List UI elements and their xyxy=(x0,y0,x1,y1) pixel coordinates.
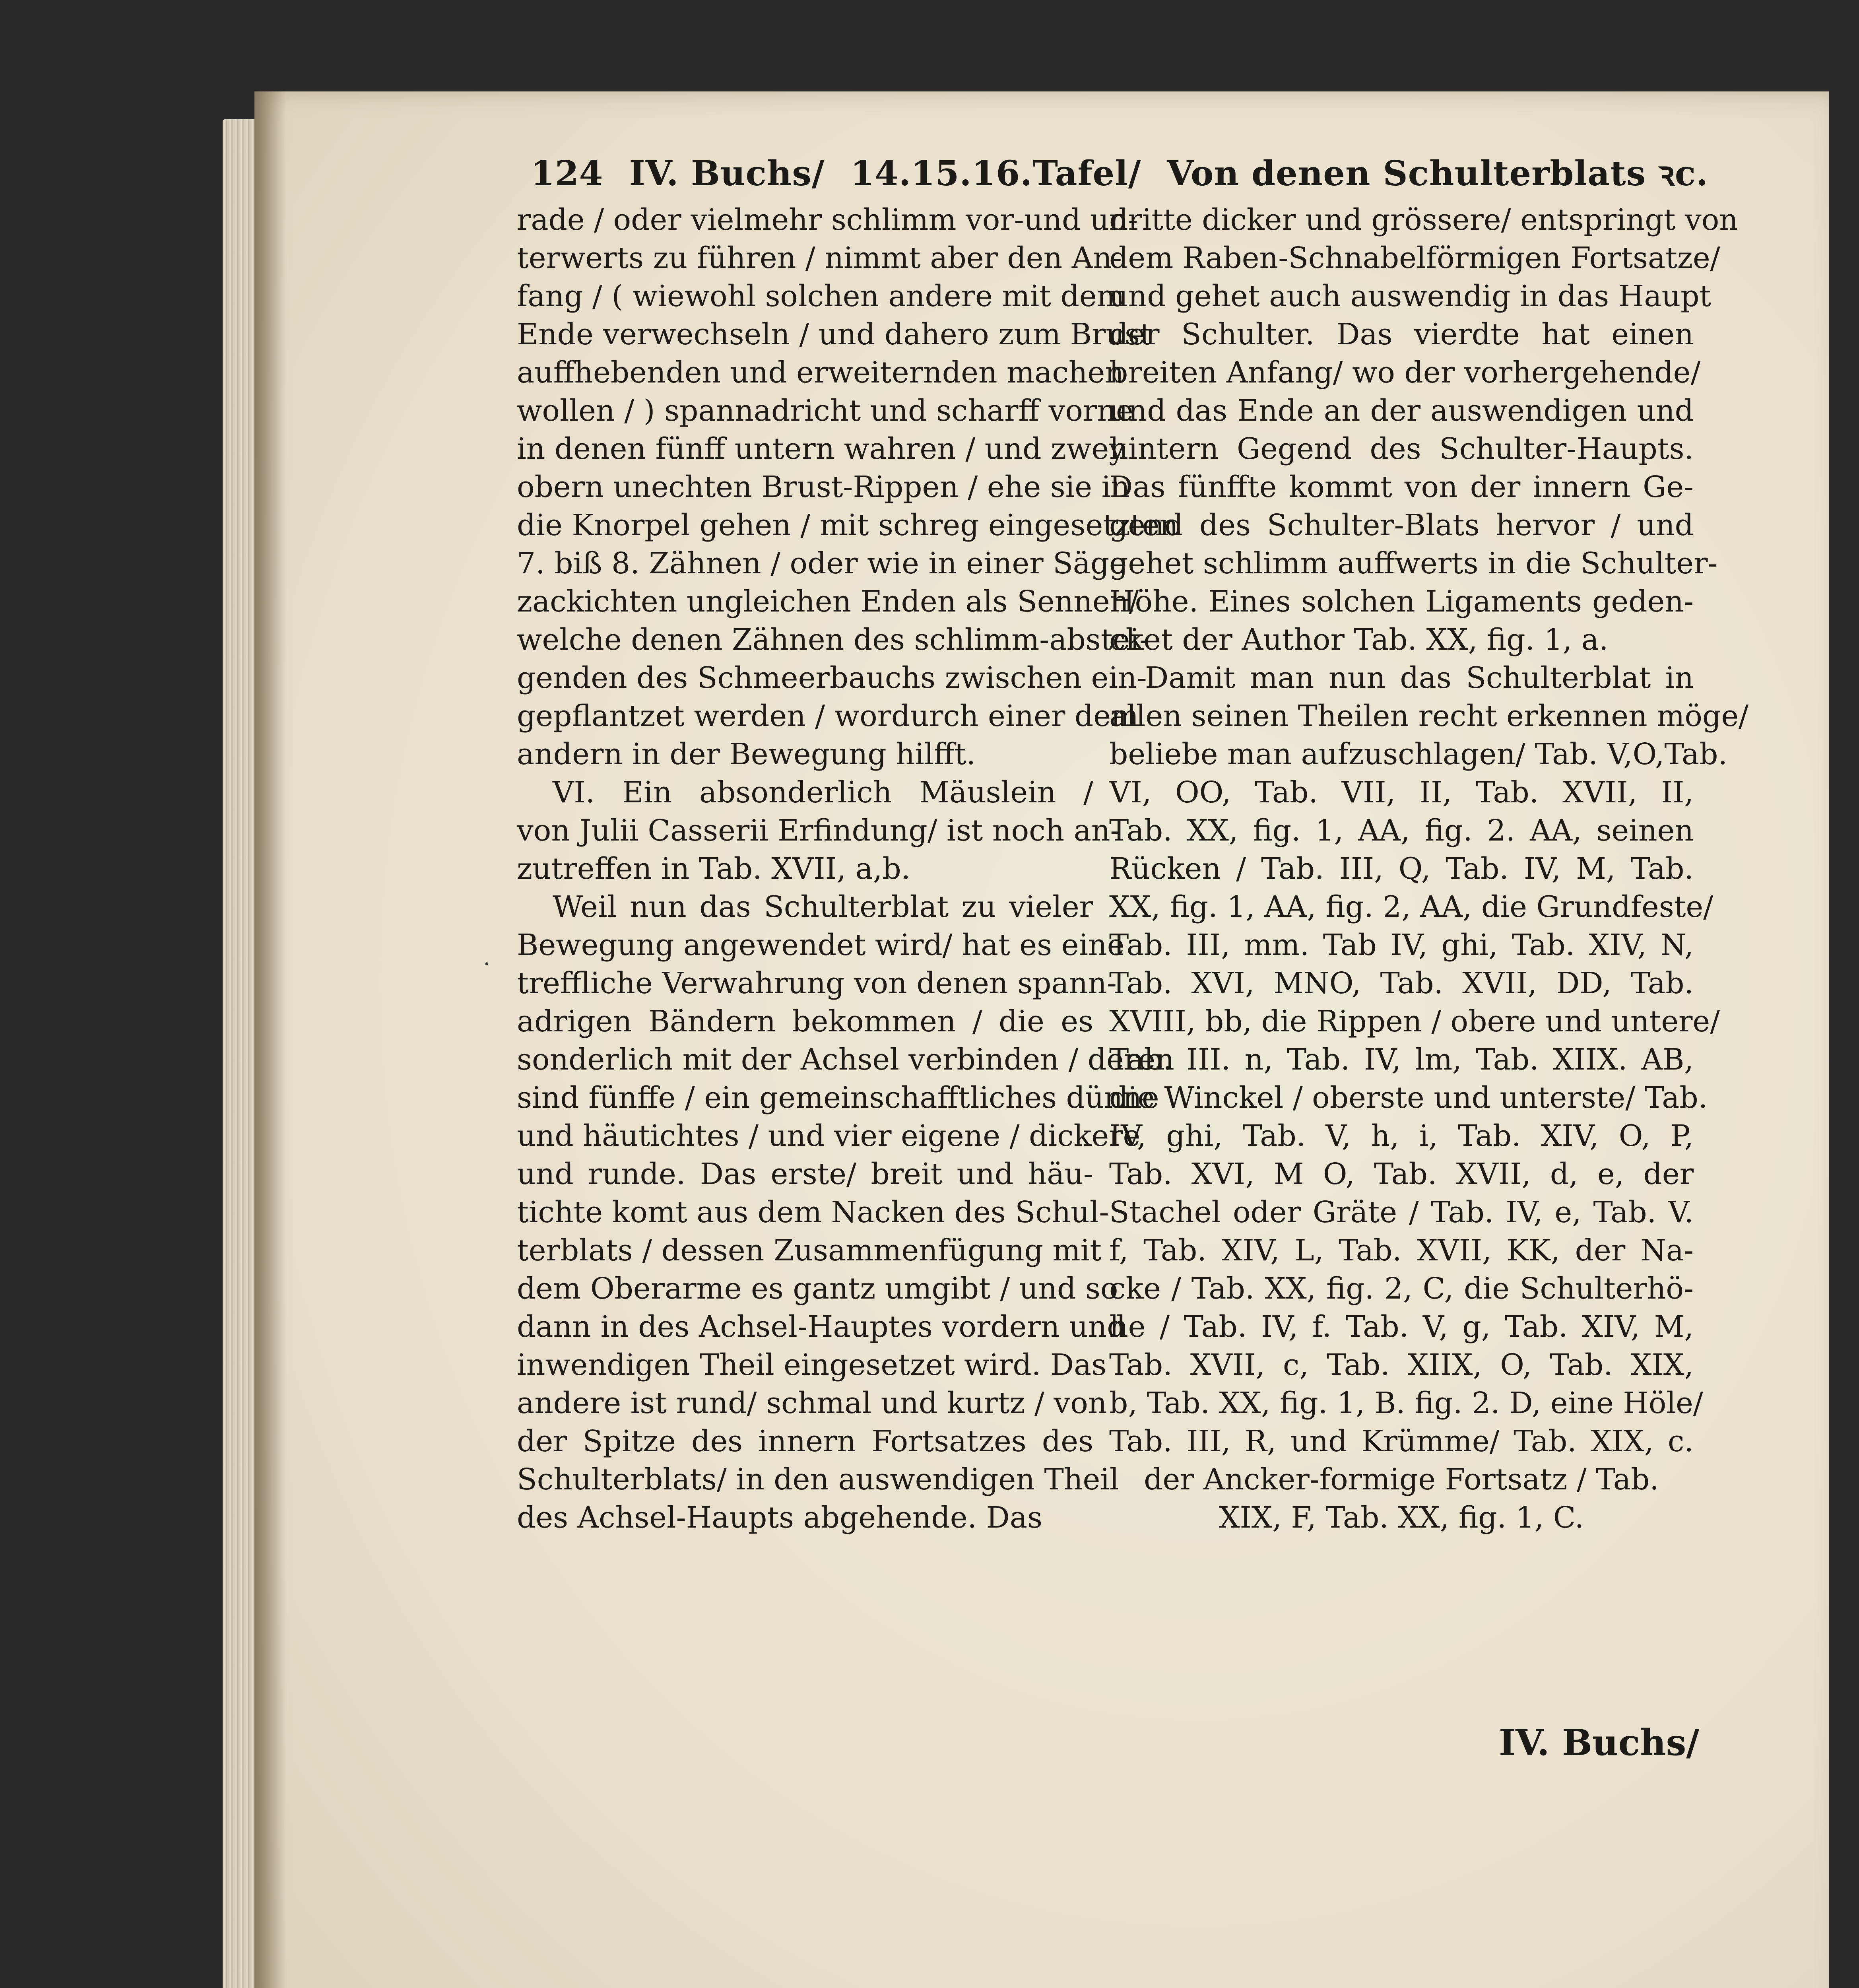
text-line: rade / oder vielmehr schlimm vor-und un- xyxy=(517,203,1138,237)
text-line: die Knorpel gehen / mit schreg eingesetzten xyxy=(517,508,1179,542)
text-line: welche denen Zähnen des schlimm-abstei- xyxy=(517,623,1149,657)
text-line: dritte dicker und grössere/ entspringt von xyxy=(1109,203,1738,237)
text-line: in denen fünff untern wahren / und zwey xyxy=(517,432,1125,466)
text-line: allen seinen Theilen recht erkennen möge/ xyxy=(1109,699,1749,733)
text-line: Stachel oder Gräte / Tab. IV, e, Tab. V. xyxy=(1109,1195,1694,1229)
text-line: inwendigen Theil eingesetzet wird. Das xyxy=(517,1348,1107,1382)
running-head xyxy=(531,149,1709,205)
text-line: und runde. Das erste/ breit und häu- xyxy=(517,1157,1093,1191)
text-line: und das Ende an der auswendigen und xyxy=(1109,394,1694,428)
text-line: breiten Anfang/ wo der vorhergehende/ xyxy=(1109,355,1701,390)
text-line: IV, ghi, Tab. V, h, i, Tab. XIV, O, P, xyxy=(1109,1119,1694,1153)
text-line: zutreffen in Tab. XVII, a,b. xyxy=(517,852,911,886)
right-text-column xyxy=(1109,201,1749,1537)
text-line: he / Tab. IV, f. Tab. V, g, Tab. XIV, M, xyxy=(1109,1310,1694,1344)
text-line: andere ist rund/ schmal und kurtz / von xyxy=(517,1386,1107,1420)
text-line: Rücken / Tab. III, Q, Tab. IV, M, Tab. xyxy=(1109,852,1694,886)
text-line: cke / Tab. XX, fig. 2, C, die Schulterhö- xyxy=(1109,1272,1694,1306)
text-line: gend des Schulter-Blats hervor / und xyxy=(1109,508,1694,542)
text-line: f, Tab. XIV, L, Tab. XVII, KK, der Na- xyxy=(1109,1233,1694,1268)
text-line: Höhe. Eines solchen Ligaments geden- xyxy=(1109,584,1694,619)
text-line: Das fünffte kommt von der innern Ge- xyxy=(1109,470,1694,504)
text-line: genden des Schmeerbauchs zwischen ein- xyxy=(517,661,1147,695)
text-line: obern unechten Brust-Rippen / ehe sie in xyxy=(517,470,1130,504)
text-line: gehet schlimm auffwerts in die Schulter- xyxy=(1109,546,1718,580)
text-line: und gehet auch auswendig in das Haupt xyxy=(1109,279,1712,313)
text-line: b, Tab. XX, fig. 1, B. fig. 2. D, eine Höle/ xyxy=(1109,1386,1703,1420)
text-line: sonderlich mit der Achsel verbinden / deren xyxy=(517,1043,1174,1077)
text-line: Tab. III, mm. Tab IV, ghi, Tab. XIV, N, xyxy=(1109,928,1694,962)
text-line: XX, fig. 1, AA, fig. 2, AA, die Grundfeste/ xyxy=(1109,890,1713,924)
text-line: XIX, F, Tab. XX, fig. 1, C. xyxy=(1219,1501,1584,1535)
text-line: gepflantzet werden / wordurch einer dem xyxy=(517,699,1139,733)
text-line: dem Raben-Schnabelförmigen Fortsatze/ xyxy=(1109,241,1720,275)
text-line: Tab. XVI, MNO, Tab. XVII, DD, Tab. xyxy=(1109,966,1694,1000)
page-number: 124 xyxy=(531,153,603,194)
text-line: zackichten ungleichen Enden als Sennen/ xyxy=(517,584,1139,619)
text-line: auffhebenden und erweiternden machen xyxy=(517,355,1124,390)
text-line: VI, OO, Tab. VII, II, Tab. XVII, II, xyxy=(1109,775,1694,810)
text-line: andern in der Bewegung hilfft. xyxy=(517,737,976,771)
text-line: Tab. III. n, Tab. IV, lm, Tab. XIIX. AB, xyxy=(1109,1043,1694,1077)
text-line: von Julii Casserii Erfindung/ ist noch an- xyxy=(517,813,1120,848)
text-line: Ende verwechseln / und dahero zum Brust xyxy=(517,317,1152,351)
text-line: des Achsel-Haupts abgehende. Das xyxy=(517,1501,1042,1535)
text-line: Damit man nun das Schulterblat in xyxy=(1145,661,1694,695)
header-title: Von denen Schulterblats ꝛc. xyxy=(1167,153,1709,194)
text-line: der Schulter. Das vierdte hat einen xyxy=(1109,317,1694,351)
text-line: Schulterblats/ in den auswendigen Theil xyxy=(517,1462,1119,1497)
text-line: terblats / dessen Zusammenfügung mit xyxy=(517,1233,1102,1268)
text-line: der Ancker-formige Fortsatz / Tab. xyxy=(1144,1462,1659,1497)
text-line: 7. biß 8. Zähnen / oder wie in einer Säge xyxy=(517,546,1127,580)
text-line: wollen / ) spannadricht und scharff vorne xyxy=(517,394,1133,428)
text-line: hintern Gegend des Schulter-Haupts. xyxy=(1109,432,1694,466)
text-line: treffliche Verwahrung von denen spann- xyxy=(517,966,1117,1000)
margin-mark: · xyxy=(483,950,491,978)
text-line: Weil nun das Schulterblat zu vieler xyxy=(553,890,1093,924)
plates-label: 14.15.16.Tafel/ xyxy=(850,153,1141,194)
text-line: tichte komt aus dem Nacken des Schul- xyxy=(517,1195,1109,1229)
text-line: Tab. III, R, und Krümme/ Tab. XIX, c. xyxy=(1109,1424,1694,1458)
text-line: und häutichtes / und vier eigene / dickere xyxy=(517,1119,1141,1153)
text-line: Bewegung angewendet wird/ hat es eine xyxy=(517,928,1125,962)
text-line: XVIII, bb, die Rippen / obere und untere/ xyxy=(1109,1004,1720,1039)
text-line: cket der Author Tab. XX, fig. 1, a. xyxy=(1109,623,1609,657)
text-line: beliebe man aufzuschlagen/ Tab. V,O,Tab. xyxy=(1109,737,1728,771)
catchword: IV. Buchs/ xyxy=(1499,1722,1700,1764)
text-line: dann in des Achsel-Hauptes vordern und xyxy=(517,1310,1126,1344)
text-line: dem Oberarme es gantz umgibt / und so xyxy=(517,1272,1118,1306)
book-label: IV. Buchs/ xyxy=(629,153,825,194)
text-line: Tab. XX, fig. 1, AA, fig. 2. AA, seinen xyxy=(1109,813,1694,848)
text-line: terwerts zu führen / nimmt aber den An- xyxy=(517,241,1122,275)
text-line: Tab. XVII, c, Tab. XIIX, O, Tab. XIX, xyxy=(1109,1348,1694,1382)
text-line: der Spitze des innern Fortsatzes des xyxy=(517,1424,1093,1458)
gutter-shadow xyxy=(254,91,286,1988)
text-line: adrigen Bändern bekommen / die es xyxy=(517,1004,1093,1039)
text-line: die Winckel / oberste und unterste/ Tab. xyxy=(1109,1081,1708,1115)
left-text-column xyxy=(517,201,1179,1537)
text-line: fang / ( wiewohl solchen andere mit dem xyxy=(517,279,1125,313)
text-line: VI. Ein absonderlich Mäuslein / xyxy=(553,775,1093,810)
text-line: Tab. XVI, M O, Tab. XVII, d, e, der xyxy=(1109,1157,1694,1191)
text-line: sind fünffe / ein gemeinschafftliches dünne xyxy=(517,1081,1159,1115)
